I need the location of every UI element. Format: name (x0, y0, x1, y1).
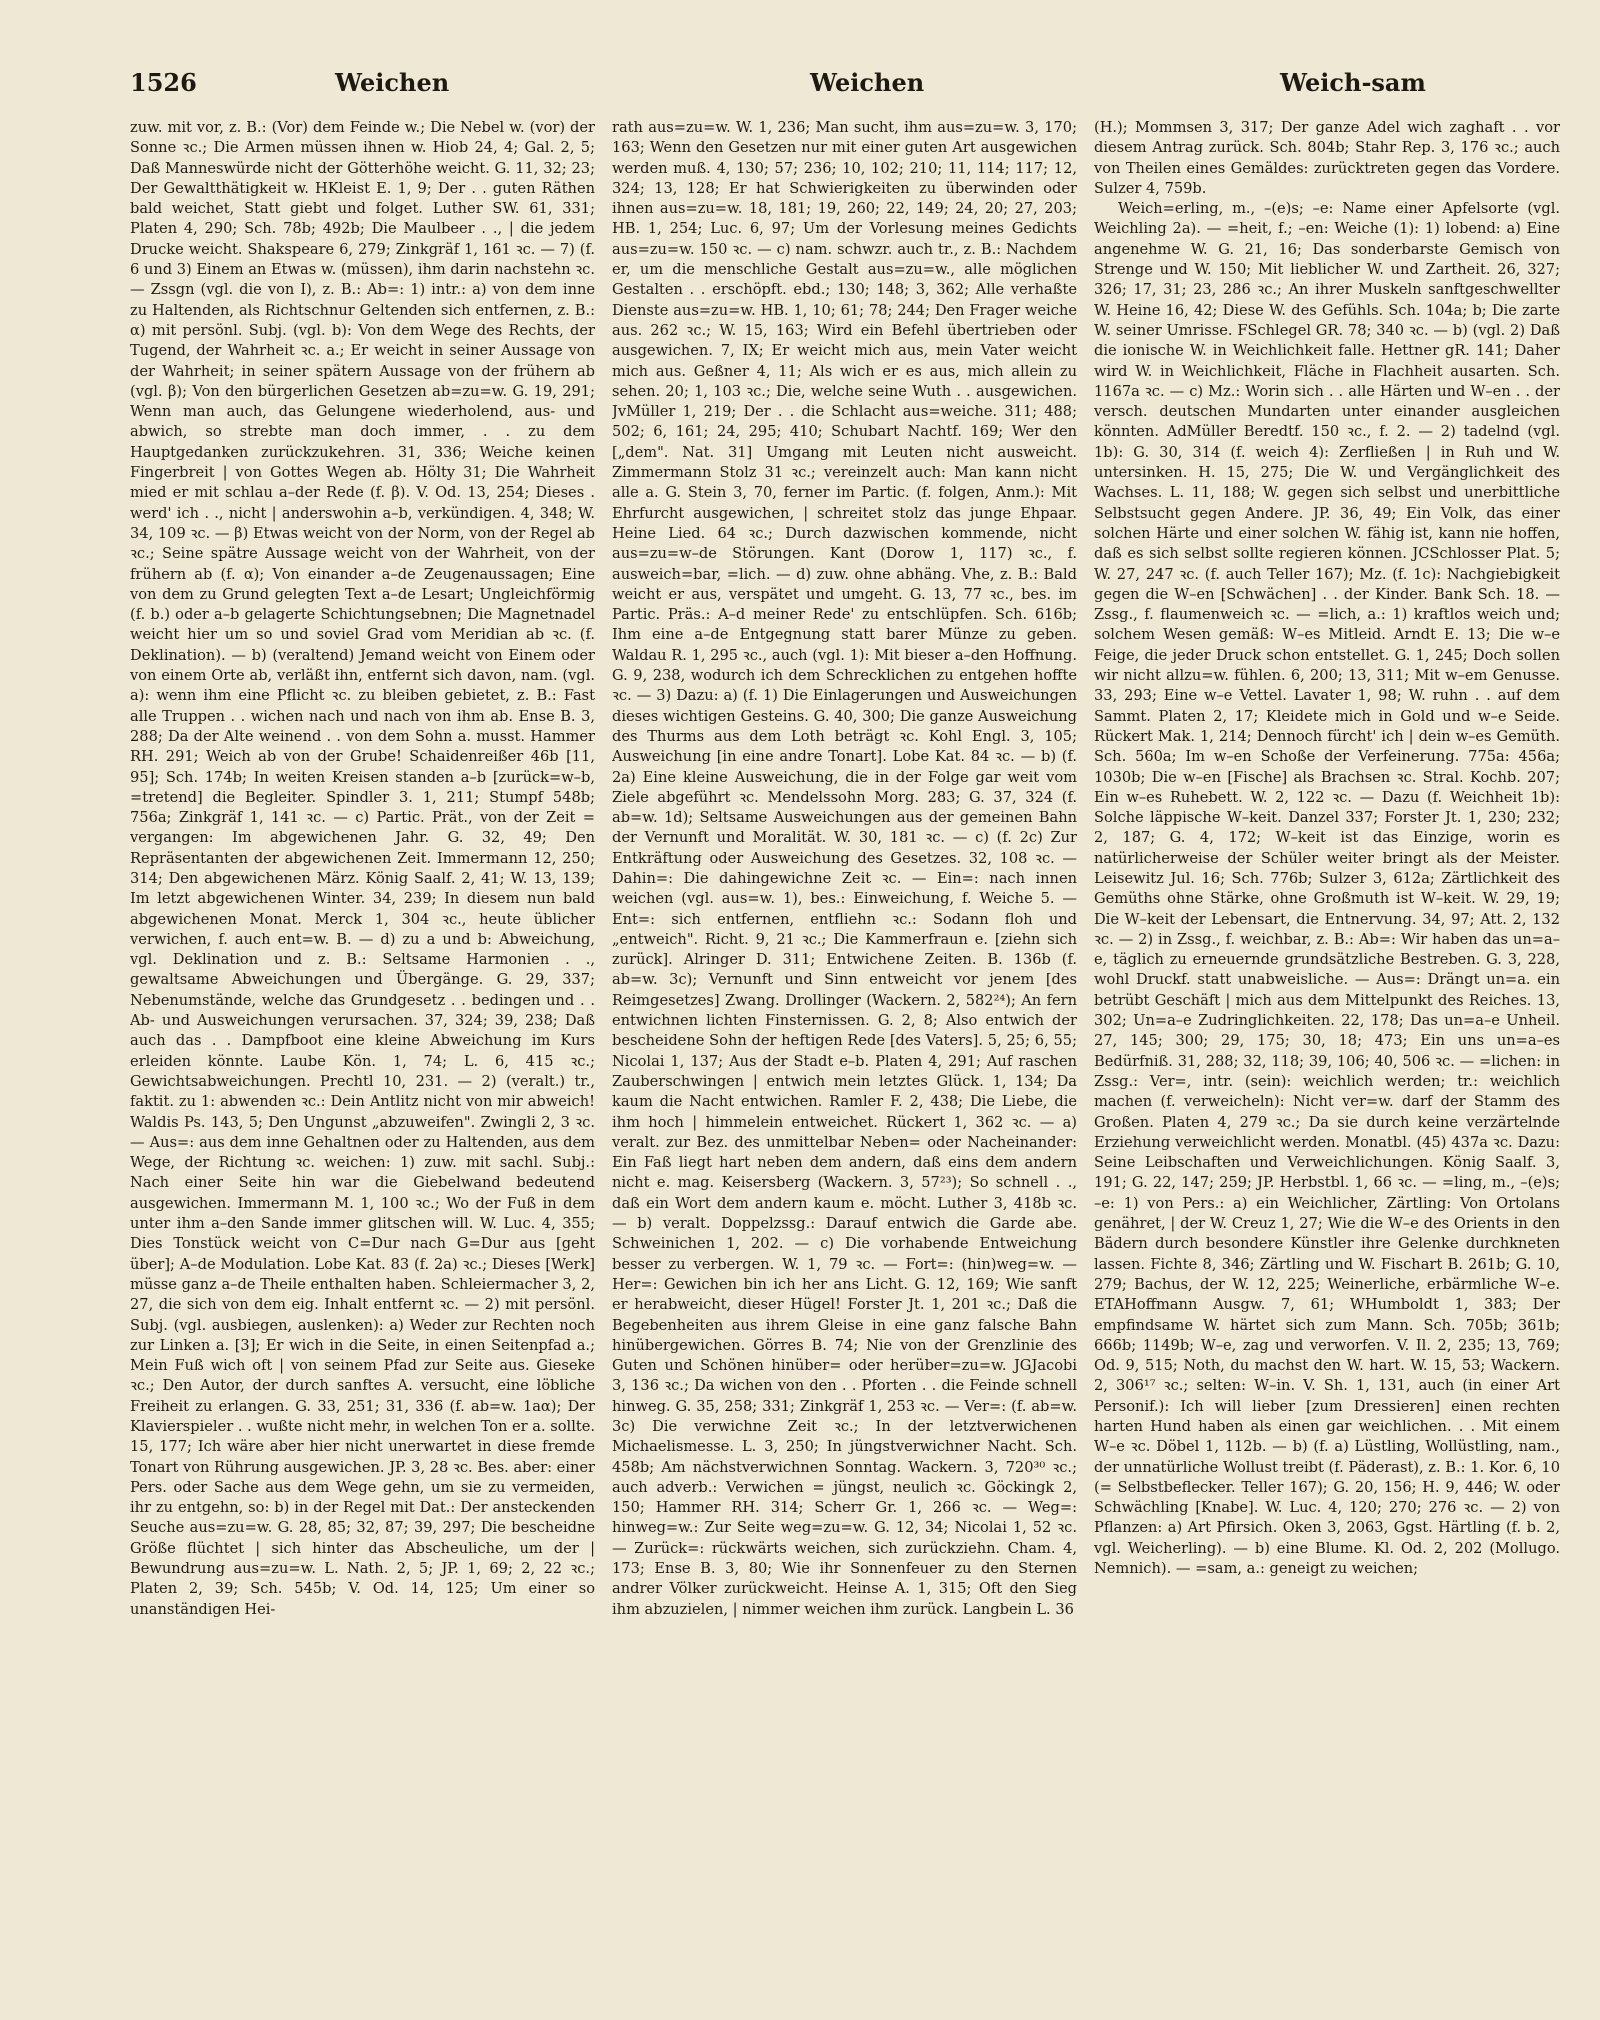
column-2-paragraph: rath aus=zu=w. W. 1, 236; Man sucht, ihm aus=zu=w. 3, 170; 163; Wenn den Gesetzen nur mit einer guten Art ausgewichen werden muß. 4, 130; 57; 236; 10, 102; 210; 11, 114; 117; 12, 324; 13, 128; Er hat Schwierigkeiten zu überwinden oder ihnen aus=zu=w. 18, 181; 19, 260; 22, 149; 24, 20; 27, 203; HB. 1, 254; Luc. 6, 97; Um der Vorlesung meines Gedichts aus=zu=w. 150 ꝛc. — c) nam. schwzr. auch tr., z. B.: Nachdem er, um die menschliche Gestalt aus=zu=w., alle möglichen Gestalten . . erschöpft. ebd.; 130; 148; 3, 362; Alle verhaßte Dienste aus=zu=w. HB. 1, 10; 61; 78; 244; Den Frager weiche aus. 262 ꝛc.; W. 15, 163; Wird ein Befehl übertrieben oder ausgewichen. 7, IX; Er weicht mich aus, mein Vater weicht mich aus. Geßner 4, 11; Als wich er es aus, mich allein zu sehen. 20; 1, 103 ꝛc.; Die, welche seine Wuth . . ausgewichen. JvMüller 1, 219; Der . . die Schlacht aus=weiche. 311; 488; 502; 6, 161; 24, 295; 410; Schubart Nachtf. 169; Wer den [„dem". Nat. 31] Umgang mit Leuten nicht ausweicht. Zimmermann Stolz 31 ꝛc.; vereinzelt auch: Man kann nicht alle a. G. Stein 3, 70, ferner im Partic. (f. folgen, Anm.): Mit Ehrfurcht ausgewichen, | schreitet stolz das junge Ehpaar. Heine Lied. 64 ꝛc.; Durch dazwischen kommende, nicht aus=zu=w–de Störungen. Kant (Dorow 1, 117) ꝛc., f. ausweich=bar, =lich. — d) zuw. ohne abhäng. Vhe, z. B.: Bald weicht er aus, verspätet und umgeht. G. 13, 77 ꝛc., bes. im Partic. Präs.: A–d meiner Rede' zu entschlüpfen. Sch. 616b; Ihm eine a–de Entgegnung statt barer Münze zu geben. Waldau R. 1, 295 ꝛc., auch (vgl. 1): Mit bieser a–den Hoffnung. G. 9, 238, wodurch ich dem Schrecklichen zu entgehen hoffte ꝛc. — 3) Dazu: a) (f. 1) Die Einlagerungen und Ausweichungen dieses wichtigen Gesteins. G. 40, 300; Die ganze Ausweichung des Thurms aus dem Loth beträgt ꝛc. Kohl Engl. 3, 105; Ausweichung [in eine andre Tonart]. Lobe Kat. 84 ꝛc. — b) (f. 2a) Eine kleine Ausweichung, die in der Folge gar weit vom Ziele abgeführt ꝛc. Mendelssohn Morg. 283; G. 37, 324 (f. ab=w. 1d); Seltsame Ausweichungen aus der gemeinen Bahn der Vernunft und Moralität. W. 30, 181 ꝛc. — c) (f. 2c) Zur Entkräftung oder Ausweichung des Gesetzes. 32, 108 ꝛc. — Dahin=: Die dahingewichne Zeit ꝛc. — Ein=: nach innen weichen (vgl. aus=w. 1), bes.: Einweichung, f. Weiche 5. — Ent=: sich entfernen, entfliehn ꝛc.: Sodann floh und „entweich". Richt. 9, 21 ꝛc.; Die Kammerfraun e. [ziehn sich zurück]. Alringer D. 311; Entwichene Zeiten. B. 136b (f. ab=w. 3c); Vernunft und Sinn entweicht vor jenem [des Reimgesetzes] Zwang. Drollinger (Wackern. 2, 582²⁴); An fern entwichnen lichten Finsternissen. G. 2, 8; Also entwich der bescheidene Sohn der heftigen Rede [des Vaters]. 5, 25; 6, 55; Nicolai 1, 137; Aus der Stadt e–b. Platen 4, 291; Auf raschen Zauberschwingen | entwich mein letztes Glück. 1, 134; Da kaum die Nacht entwichen. Ramler F. 2, 438; Die Liebe, die ihm hoch | himmelein entweichet. Rückert 1, 362 ꝛc. — a) veralt. zur Bez. des unmittelbar Neben= oder Nacheinander: Ein Faß liegt hart neben dem andern, daß eins dem andern nicht e. mag. Keisersberg (Wackern. 3, 57²³); So schnell . ., daß ein Wort dem andern kaum e. möcht. Luther 3, 418b ꝛc. — b) veralt. Doppelzssg.: Darauf entwich die Garde abe. Schweinichen 1, 202. — c) Die vorhabende Entweichung besser zu verbergen. W. 1, 79 ꝛc. — Fort=: (hin)weg=w. — Her=: Gewichen bin ich her ans Licht. G. 12, 169; Wie sanft er herabweicht, dieser Hügel! Forster Jt. 1, 201 ꝛc.; Daß die Begebenheiten aus ihrem Gleise in eine ganz falsche Bahn hinübergewichen. Görres B. 74; Nie von der Grenzlinie des Guten und Schönen hinüber= oder herüber=zu=w. JGJacobi 3, 136 ꝛc.; Da wichen von den . . Pforten . . die Feinde schnell hinweg. G. 35, 258; 331; Zinkgräf 1, 253 ꝛc. — Ver=: (f. ab=w. 3c) Die verwichne Zeit ꝛc.; In der letztverwichenen Michaelismesse. L. 3, 250; In jüngstverwichner Nacht. Sch. 458b; Am nächstverwichnen Sonntag. Wackern. 3, 720³⁰ ꝛc.; auch adverb.: Verwichen = jüngst, neulich ꝛc. Göckingk 2, 150; Hammer RH. 314; Scherr Gr. 1, 266 ꝛc. — Weg=: hinweg=w.: Zur Seite weg=zu=w. G. 12, 34; Nicolai 1, 52 ꝛc. — Zurück=: rückwärts weichen, sich zurückziehn. Cham. 4, 173; Ense B. 3, 80; Wie ihr Sonnenfeuer zu den Sternen andrer Völker zurückweicht. Heinse A. 1, 315; Oft den Sieg ihm abzuzielen, | nimmer weichen ihm zurück. Langbein L. 36 (612, 119, 1077, 1618)
column-3-entry-weicherling: Weich=erling, m., –(e)s; –e: Name einer Apfelsorte (vgl. Weichling 2a). — =heit, f.; –en: Weiche (1): 1) lobend: a) Eine angenehme W. G. 21, 16; Das sonderbarste Gemisch von Strenge und W. 150; Mit lieblicher W. und Zartheit. 26, 327; 326; 17, 31; 23, 286 ꝛc.; An ihrer Muskeln sanftgeschwellter W. Heine 16, 42; Diese W. des Gefühls. Sch. 104a; b; Die zarte W. seiner Umrisse. FSchlegel GR. 78; 340 ꝛc. — b) (vgl. 2) Daß die ionische W. in Weichlichkeit falle. Hettner gR. 141; Daher wird W. in Weichlichkeit, Fläche in Flachheit ausarten. Sch. 1167a ꝛc. — c) Mz.: Worin sich . . alle Härten und W–en . . der versch. deutschen Mundarten unter einander ausgleichen könnten. AdMüller Beredtf. 150 ꝛc., f. 2. — 2) tadelnd (vgl. 1b): G. 30, 314 (f. weich 4): Zerfließen | in Ruh und W. untersinken. H. 15, 275; Die W. und Vergänglichkeit des Wachses. L. 11, 188; W. gegen sich selbst und unerbittliche Selbstsucht gegen Andere. JP. 36, 49; Ein Volk, das einer solchen Härte und einer solchen W. fähig ist, kann nie hoffen, daß es sich selbst sollte regieren können. JCSchlosser Plat. 5; W. 27, 247 ꝛc. (f. auch Teller 167); Mz. (f. 1c): Nachgiebigkeit gegen die W–en [Schwächen] . . der Kinder. Bank Sch. 18. — Zssg., f. flaumenweich ꝛc. — =lich, a.: 1) kraftlos weich und; solchem Wesen gemäß: W–es Mitleid. Arndt E. 13; Die w–e Feige, die jeder Druck schon entstellet. G. 1, 245; Doch sollen wir nicht allzu=w. fühlen. 6, 200; 13, 311; Mit w–em Genusse. 33, 293; Eine w–e Vettel. Lavater 1, 98; W. ruhn . . auf dem Sammt. Platen 2, 17; Kleidete mich in Gold und w–e Seide. Rückert Mak. 1, 214; Dennoch fürcht' ich | dein w–es Gemüth. Sch. 560a; Im w–en Schoße der Verfeinerung. 775a: 456a; 1030b; Die w–en [Fische] als Brachsen ꝛc. Stral. Kochb. 207; Ein w–es Ruhebett. W. 2, 122 ꝛc. — Dazu (f. Weichheit 1b): Solche läppische W–keit. Danzel 337; Forster Jt. 1, 230; 232; 2, 187; G. 4, 172; W–keit ist das Einzige, worin es natürlicherweise der Schüler weiter bringt als der Meister. Leisewitz Jul. 16; Sch. 776b; Sulzer 3, 612a; Zärtlichkeit des Gemüths ohne Stärke, ohne Großmuth ist W–keit. W. 29, 19; Die W–keit der Lebensart, die Entnervung. 34, 97; Att. 2, 132 ꝛc. — 2) in Zssg., f. weichbar, z. B.: Ab=: Wir haben das un=a–e, täglich zu erneuernde grundsätzliche Bestreben. G. 3, 228, wohl Druckf. statt unabweisliche. — Aus=: Drängt un=a. ein betrübt Geschäft | mich aus dem Mittelpunkt des Reiches. 13, 302; Un=a–e Zudringlichkeiten. 22, 178; Das un=a–e Unheil. 27, 145; 300; 29, 175; 30, 18; 473; Ein uns un=a–es Bedürfniß. 31, 288; 32, 118; 39, 106; 40, 506 ꝛc. — =lichen: in Zssg.: Ver=, intr. (sein): weichlich werden; tr.: weichlich machen (f. verweicheln): Nicht ver=w. darf der Stamm des Großen. Platen 4, 279 ꝛc.; Da sie durch keine verzärtelnde Erziehung verweichlicht werden. Monatbl. (45) 437a ꝛc. Dazu: Seine Leibschaften und Verweichlichungen. König Saalf. 3, 191; G. 22, 147; 259; JP. Herbstbl. 1, 66 ꝛc. — =ling, m., –(e)s; –e: 1) von Pers.: a) ein Weichlicher, Zärtling: Von Ortolans genähret, | der W. Creuz 1, 27; Wie die W–e des Orients in den Bädern durch besondere Künstler ihre Gelenke durchkneten lassen. Fichte 8, 346; Zärtling und W. Fischart B. 261b; G. 10, 279; Bachus, der W. 12, 225; Weinerliche, erbärmliche W–e. ETAHoffmann Ausgw. 7, 61; WHumboldt 1, 383; Der empfindsame W. härtet sich zum Mann. Sch. 705b; 361b; 666b; 1149b; W–e, zag und verworfen. V. Il. 2, 235; 13, 769; Od. 9, 515; Noth, du machst den W. hart. W. 15, 53; Wackern. 2, 306¹⁷ ꝛc.; selten: W–in. V. Sh. 1, 131, auch (in einer Art Personif.): Ich will lieber [zum Dressieren] einen rechten harten Hund haben als einen gar weichlichen. . . Mit einem W–e ꝛc. Döbel 1, 112b. — b) (f. a) Lüstling, Wollüstling, nam., der unnatürliche Wollust treibt (f. Päderast), z. B.: 1. Kor. 6, 10 (= Selbstbeflecker. Teller 167); G. 20, 156; H. 9, 446; W. oder Schwächling [Knabe]. W. Luc. 4, 120; 270; 276 ꝛc. — 2) von Pflanzen: a) Art Pfirsich. Oken 3, 2063, Ggst. Härtling (f. b. 2, vgl. Weicherling). — b) eine Blume. Kl. Od. 2, 202 (Mollugo. Nemnich). — =sam, a.: geneigt zu weichen; (1094, 200, 1560, 1578)
left-running-head: Weichen (335, 68, 450, 97)
text-column-2 (612, 118, 1077, 1998)
column-3-paragraph-continuation: (H.); Mommsen 3, 317; Der ganze Adel wich zaghaft . . vor diesem Antrag zurück. Sch. 804b; Stahr Rep. 3, 176 ꝛc.; auch von Theilen eines Gemäldes: zurücktreten gegen das Vordere. Sulzer 4, 759b. (1094, 119, 1560, 197)
page-number: 1526 (130, 68, 197, 97)
column-1-paragraph: zuw. mit vor, z. B.: (Vor) dem Feinde w.; Die Nebel w. (vor) der Sonne ꝛc.; Die Armen müssen ihnen w. Hiob 24, 4; Gal. 2, 5; Daß Manneswürde nicht der Götterhöhe weicht. G. 11, 32; 23; Der Gewaltthätigkeit w. HKleist E. 1, 9; Der . . guten Räthen bald weichet, Statt giebt und folget. Luther SW. 61, 331; Platen 4, 290; Sch. 78b; 492b; Die Maulbeer . ., | die jedem Drucke weicht. Shakspeare 6, 279; Zinkgräf 1, 161 ꝛc. — 7) (f. 6 und 3) Einem an Etwas w. (müssen), ihm darin nachstehn ꝛc. — Zssgn (vgl. die von I), z. B.: Ab=: 1) intr.: a) von dem inne zu Haltenden, als Richtschnur Geltenden sich entfernen, z. B.: α) mit persönl. Subj. (vgl. b): Von dem Wege des Rechts, der Tugend, der Wahrheit ꝛc. a.; Er weicht in seiner Aussage von der Wahrheit; in seiner spätern Aussage von der frühern ab (vgl. β); Von den bürgerlichen Gesetzen ab=zu=w. G. 19, 291; Wenn man auch, das Gelungene wiederholend, aus- und abwich, so strebte man doch immer, . . zu dem Hauptgedanken zurückzukehren. 31, 336; Weiche keinen Fingerbreit | von Gottes Wegen ab. Hölty 31; Die Wahrheit mied er mit schlau a–der Rede (f. β). V. Od. 13, 254; Dieses . werd' ich . ., nicht | anderswohin a–b, verkündigen. 4, 348; W. 34, 109 ꝛc. — β) Etwas weicht von der Norm, von der Regel ab ꝛc.; Seine spätre Aussage weicht von der Wahrheit, von der frühern ab (f. α); Von einander a–de Zeugenaussagen; Eine von dem zu Grund gelegten Text a–de Lesart; Ungleichförmig (f. b.) oder a–b gelagerte Schichtungsebnen; Die Magnetnadel weicht hier um so und soviel Grad vom Meridian ab ꝛc. (f. Deklination). — b) (veraltend) Jemand weicht von Einem oder von einem Orte ab, verläßt ihn, entfernt sich davon, nam. (vgl. a): wenn ihm eine Pflicht ꝛc. zu bleiben gebietet, z. B.: Fast alle Truppen . . wichen nach und nach von ihm ab. Ense B. 3, 288; Da der Alte weinend . . von dem Sohn a. musst. Hammer RH. 291; Weich ab von der Grube! Schaidenreißer 46b [11, 95]; Sch. 174b; In weiten Kreisen standen a–b [zurück=w–b, =tretend] die Begleiter. Spindler 3. 1, 211; Stumpf 548b; 756a; Zinkgräf 1, 141 ꝛc. — c) Partic. Prät., von der Zeit = vergangen: Im abgewichenen Jahr. G. 32, 49; Den Repräsentanten der abgewichenen Zeit. Immermann 12, 250; 314; Den abgewichenen März. König Saalf. 2, 41; W. 13, 139; Im letzt abgewichenen Winter. 34, 239; In diesem nun bald abgewichenen Monat. Merck 1, 304 ꝛc., heute üblicher verwichen, f. auch ent=w. B. — d) zu a und b: Abweichung, vgl. Deklination und z. B.: Seltsame Harmonien . ., gewaltsame Abweichungen und Übergänge. G. 29, 337; Nebenumstände, welche das Grundgesetz . . bedingen und . . Ab- und Ausweichungen verursachen. 37, 324; 39, 238; Daß auch das . . Dampfboot eine kleine Abweichung im Kurs erleiden könnte. Laube Kön. 1, 74; L. 6, 415 ꝛc.; Gewichtsabweichungen. Prechtl 10, 231. — 2) (veralt.) tr., faktit. zu 1: abwenden ꝛc.: Dein Antlitz nicht von mir abweich! Waldis Ps. 143, 5; Den Ungunst „abzuweifen". Zwingli 2, 3 ꝛc. — Aus=: aus dem inne Gehaltnen oder zu Haltenden, aus dem Wege, der Richtung ꝛc. weichen: 1) zuw. mit sachl. Subj.: Nach einer Seite hin war die Giebelwand bedeutend ausgewichen. Immermann M. 1, 100 ꝛc.; Wo der Fuß in dem unter ihm a–den Sande immer glitschen will. W. Luc. 4, 355; Dies Tonstück weicht von C=Dur nach G=Dur aus [geht über]; A–de Modulation. Lobe Kat. 83 (f. 2a) ꝛc.; Dieses [Werk] müsse ganz a–de Theile enthalten haben. Schleiermacher 3, 2, 27, die sich von dem eig. Inhalt entfernt ꝛc. — 2) mit persönl. Subj. (vgl. ausbiegen, auslenken): a) Weder zur Rechten noch zur Linken a. [3]; Er wich in die Seite, in einen Seitenpfad a.; Mein Fuß wich oft | von seinem Pfad zur Seite aus. Gieseke ꝛc.; Den Autor, der durch sanftes A. versucht, eine löbliche Freiheit zu erlangen. G. 33, 251; 31, 336 (f. ab=w. 1aα); Der Klavierspieler . . wußte nicht mehr, in welchen Ton er a. sollte. 15, 177; Ich wäre aber hier nicht unerwartet in diese fremde Tonart von Rührung ausgewichen. JP. 3, 28 ꝛc. Bes. aber: einer Pers. oder Sache aus dem Wege gehn, um sie zu vermeiden, ihr zu entgehn, so: b) in der Regel mit Dat.: Der ansteckenden Seuche aus=zu=w. G. 28, 85; 32, 87; 39, 297; Die bescheidne Größe flüchtet | sich hinter das Abscheuliche, um der | Bewundrung aus=zu=w. L. Nath. 2, 5; JP. 1, 69; 2, 22 ꝛc.; Platen 2, 39; Sch. 545b; V. Od. 14, 125; Um einer so unanständigen Hei- (130, 119, 595, 1618)
text-column-1 (130, 118, 595, 1998)
right-running-head: Weich-sam (1280, 68, 1426, 97)
text-column-3 (1094, 118, 1560, 1998)
center-running-head: Weichen (810, 68, 925, 97)
running-header (130, 68, 1560, 108)
